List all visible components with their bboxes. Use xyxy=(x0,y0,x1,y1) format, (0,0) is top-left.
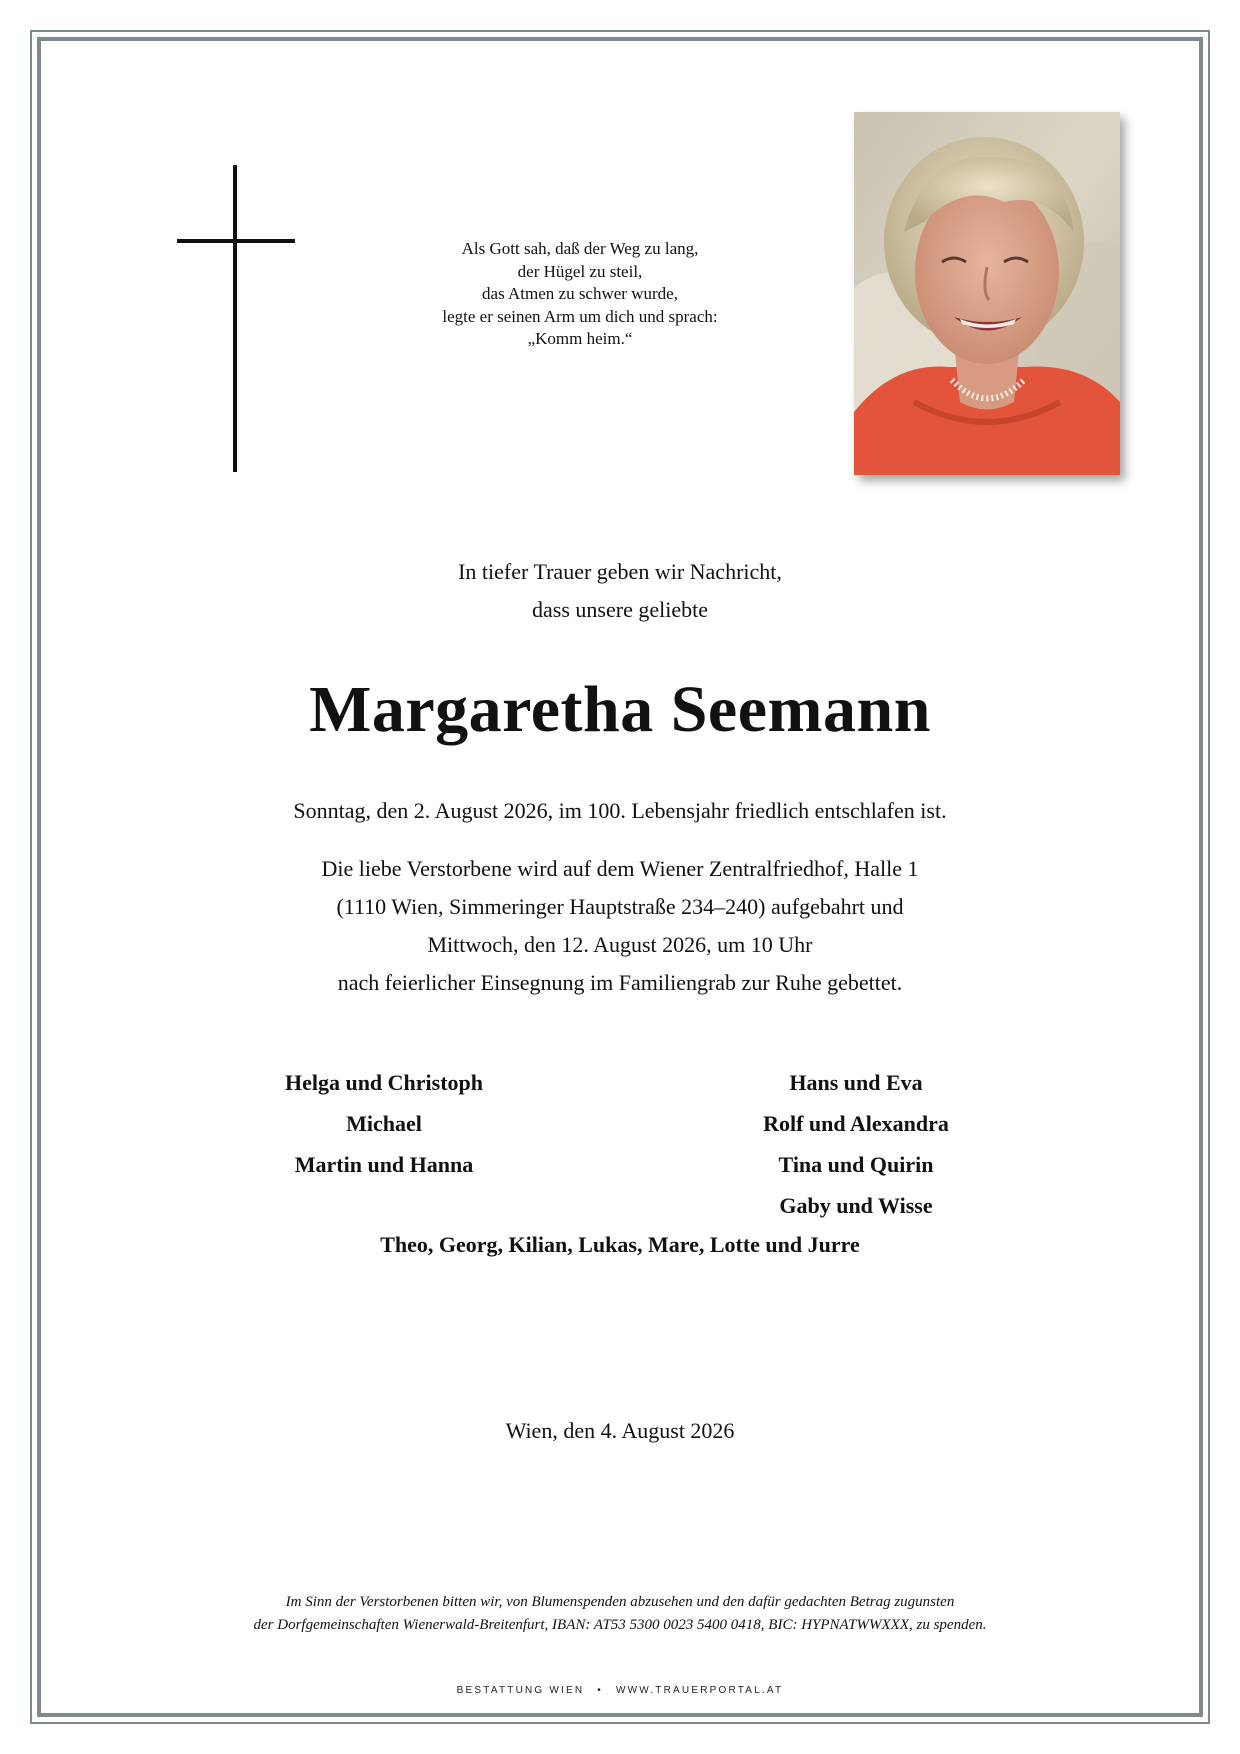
funeral-line: (1110 Wien, Simmeringer Hauptstraße 234–240) aufgebahrt und xyxy=(336,894,904,919)
funeral-line: nach feierlicher Einsegnung im Familiengrab zur Ruhe gebettet. xyxy=(337,970,903,995)
funeral-line: Die liebe Verstorbene wird auf dem Wiener Zentralfriedhof, Halle 1 xyxy=(321,856,919,881)
intro-line: dass unsere geliebte xyxy=(532,597,708,622)
mourner-name: Hans und Eva xyxy=(789,1070,923,1095)
mourner-name: Martin und Hanna xyxy=(294,1152,474,1177)
mourner-name: Tina und Quirin xyxy=(778,1152,934,1177)
intro-line: In tiefer Trauer geben wir Nachricht, xyxy=(458,559,782,584)
mourner-name: Helga und Christoph xyxy=(284,1070,484,1095)
deceased-name: Margaretha Seemann xyxy=(309,673,931,746)
donation-note: Im Sinn der Verstorbenen bitten wir, von Blumenspenden abzusehen und den dafür gedachten Betrag zugunsten xyxy=(285,1594,955,1610)
place-and-date: Wien, den 4. August 2026 xyxy=(505,1418,735,1443)
donation-note: der Dorfgemeinschaften Wienerwald-Breitenfurt, IBAN: AT53 5300 0023 5400 0418, BIC: HYPNATWWXXX, zu spenden. xyxy=(253,1617,987,1633)
poem xyxy=(400,238,760,351)
mourner-name: Gaby und Wisse xyxy=(779,1193,933,1218)
grandchildren-names: Theo, Georg, Kilian, Lukas, Mare, Lotte und Jurre xyxy=(380,1232,860,1257)
poem-line: legte er seinen Arm um dich und sprach: xyxy=(442,306,718,326)
footer-funeral-home: BESTATTUNG WIEN xyxy=(456,1685,585,1696)
portrait-photo xyxy=(854,112,1120,475)
footer xyxy=(0,1684,1240,1698)
poem-line: Als Gott sah, daß der Weg zu lang, xyxy=(461,239,699,258)
footer-website-link[interactable]: WWW.TRAUERPORTAL.AT xyxy=(615,1685,784,1696)
poem-line: der Hügel zu steil, xyxy=(517,261,643,281)
funeral-line: Mittwoch, den 12. August 2026, um 10 Uhr xyxy=(427,932,813,957)
mourner-name: Michael xyxy=(346,1111,422,1136)
poem-line: das Atmen zu schwer wurde, xyxy=(482,284,678,303)
mourner-name: Rolf und Alexandra xyxy=(763,1111,949,1136)
footer-separator: • xyxy=(597,1685,603,1696)
death-notice: Sonntag, den 2. August 2026, im 100. Lebensjahr friedlich entschlafen ist. xyxy=(293,798,947,823)
poem-line: „Komm heim.“ xyxy=(527,329,633,348)
